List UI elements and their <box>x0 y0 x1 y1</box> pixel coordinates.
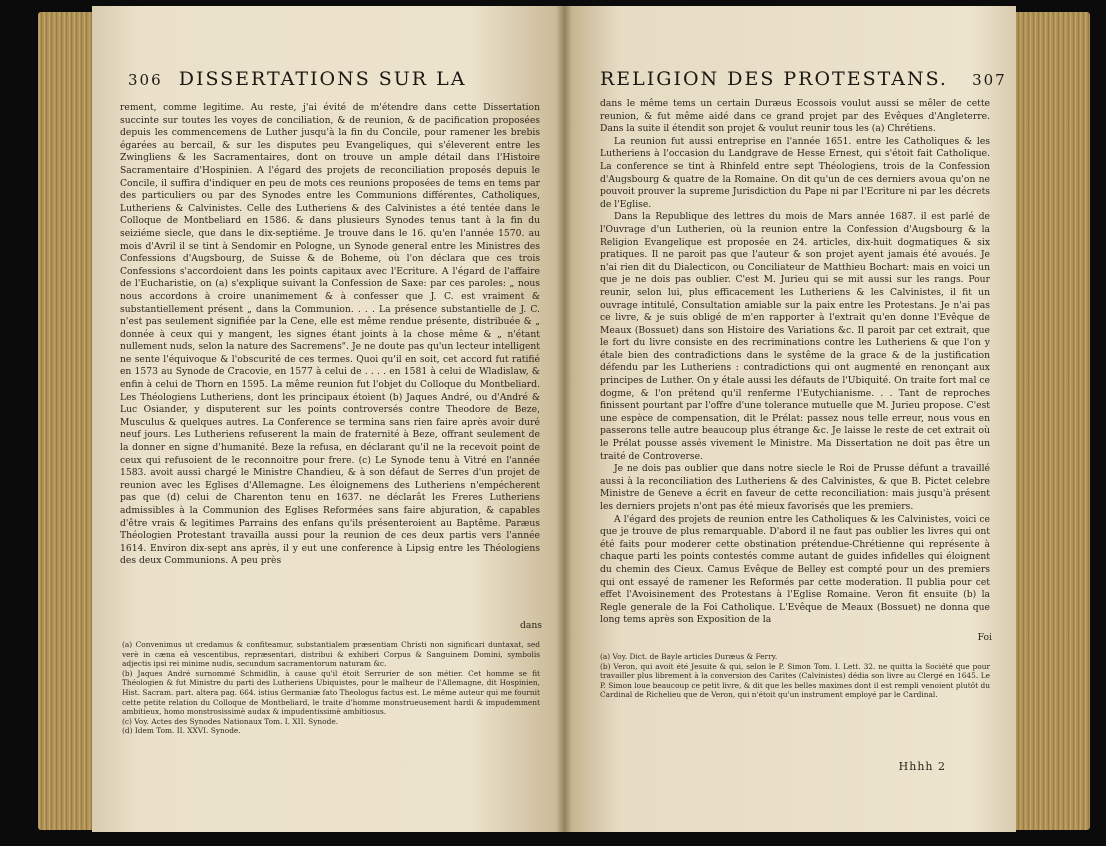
left-running-header <box>128 68 466 90</box>
left-footnotes <box>122 640 540 736</box>
left-body-text <box>120 102 540 568</box>
right-paragraph: La reunion fut aussi entreprise en l'année 1651. entre les Catholiques & les Lutheriens à l'occasion du Landgrave de Hesse Ernest, qui s'étoit fait Catholique. La conference se tint à Rhinfeld entre sept Théologiens, trois de la Confession d'Augsbourg & quatre de la Romaine. On dit qu'un de ces derniers avoua qu'on ne pouvoit prouver la supreme Jurisdiction du Pape ni par l'Ecriture ni par les décrets de l'Eglise. <box>600 135 990 210</box>
left-footnote: (d) Idem Tom. II. XXVI. Synode. <box>122 726 241 736</box>
left-footnote: (b) Jaques André surnommé Schmidlin, à cause qu'il étoit Serrurier de son métier. Cet homme se fit Théologien & fut Ministre du parti des Lutheriens Ubiquistes, pour le malheur de l'Allemagne, dit Hospinien, Hist. Sacram. part. altera pag. 664. istius Germaniæ fato Theologus factus est. Le même auteur qui me fournit cette petite relation du Colloque de Montbeliard, le traite d'homme monstrueusement hardi & impudemment ambitieux, homo monstrosissimè audax & impudentissimè ambitiosus. <box>122 668 540 717</box>
right-footnotes <box>600 652 990 700</box>
left-page-number: 306 <box>128 71 163 89</box>
left-catchword: dans <box>520 620 542 631</box>
right-header-title: RELIGION DES PROTESTANS. <box>600 68 948 90</box>
right-footnote: (a) Voy. Dict. de Bayle articles Duræus & Ferry. <box>600 652 778 661</box>
right-running-header <box>600 68 1007 90</box>
right-page-edges <box>1012 12 1090 830</box>
right-footnote: (b) Veron, qui avoit été Jesuite & qui, selon le P. Simon Tom. I. Lett. 32. ne quitta la Société que pour travailler plus librement à la conversion des Carites (Calvinistes) dédia son livre au Clergé en 1645. Le P. Simon loue beaucoup ce petit livre, & dit que les belles maximes dont il est rempli venoient plutôt du Cardinal de Richelieu que de Veron, qui n'étoit qu'un instrument employé par le Cardinal. <box>600 661 990 700</box>
signature-mark: Hhhh 2 <box>898 760 946 773</box>
right-body-text <box>600 98 990 627</box>
right-paragraph: A l'égard des projets de reunion entre les Catholiques & les Calvinistes, voici ce que je trouve de plus remarquable. D'abord il ne faut pas oublier les livres qui ont été faits pour moderer cette obstination prétendue-Chrétienne qui représente à chaque parti les points contestés comme autant de guides infidelles qui éloignent du chemin des Cieux. Camus Evêque de Belley est compté pour un des premiers qui ont essayé de ramener les Reformés par cette moderation. Il publia pour cet effet l'Avoisinement des Protestans à l'Eglise Romaine. Veron fit ensuite (b) la Regle generale de la Foi Catholique. L'Evêque de Meaux (Bossuet) ne donna que long tems après son Exposition de la <box>600 513 990 626</box>
open-book <box>8 6 1098 834</box>
left-paragraph: rement, comme legitime. Au reste, j'ai évité de m'étendre dans cette Dissertation succinte sur toutes les voyes de conciliation, & de reunion, & de pacification proposées depuis les commencemens de Luther jusqu'à la fin du Concile, pour ramener les brebis égarées au bercail, & sur les disputes peu Evangeliques, qui s'éleverent entre les Zwingliens & les Sacramentaires, dont on trouve un ample détail dans l'Histoire Sacramentaire d'Hospinien. A l'égard des projets de reconciliation proposés depuis le Concile, il suffira d'indiquer en peu de mots ces reunions proposées de tems en tems par des particuliers ou par des Synodes entre les Communions différentes, Catholiques, Lutheriens & Calvinistes. Celle des Lutheriens & des Calvinistes a été tentée dans le Colloque de Montbeliard en 1586. & dans plusieurs Synodes tenus tant à la fin du seiziéme siecle, que dans le dix-septiéme. Je trouve dans le 16. qu'en l'année 1570. au mois d'Avril il se tint à Sendomir en Pologne, un Synode general entre les Ministres des Confessions d'Augsbourg, de Suisse & de Boheme, où l'on déclara que ces trois Confessions s'accordoient dans les points capitaux avec l'Ecriture. A l'égard de l'affaire de l'Eucharistie, on (a) s'explique suivant la Confession de Saxe: par ces paroles: „ nous nous accordons à croire unanimement & à confesser que J. C. est vraiment & substantiellement présent „ dans la Communion. . . . La présence substantielle de J. C. n'est pas seulement signifiée par la Cene, elle est même rendue présente, distribuée & „ donnée à ceux qui y mangent, les signes étant joints à la chose même & „ n'étant nullement nuds, selon la nature des Sacremens". Je ne doute pas qu'un lecteur intelligent ne sente l'équivoque & l'obscurité de ces termes. Quoi qu'il en soit, cet accord fut ratifié en 1573 au Synode de Cracovie, en 1577 à celui de . . . . en 1581 à celui de Wladislaw, & enfin à celui de Thorn en 1595. La même reunion fut l'objet du Colloque du Montbeliard. Les Théologiens Lutheriens, dont les principaux étoient (b) Jaques André, ou d'André & Luc Osiander, y disputerent sur les points controversés contre Theodore de Beze, Musculus & quelques autres. La Conference se termina sans rien faire après avoir duré neuf jours. Les Lutheriens refuserent la main de fraternité à Beze, offrant seulement de la donner en signe d'humanité. Beze la refusa, en déclarant qu'il ne la recevoit point de ceux qui refusoient de le reconnoitre pour frere. (c) Le Synode tenu à Vitré en l'année 1583. avoit aussi chargé le Ministre Chandieu, & à son défaut de Serres d'un projet de reunion avec les Eglises d'Allemagne. Les éloignemens des Lutheriens n'empécherent pas que (d) celui de Charenton tenu en 1637. ne déclarât les Freres Lutheriens admissibles à la Communion des Eglises Reformées sans faire abjuration, & capables d'être vrais & legitimes Parrains des enfans qu'ils présenteroient au Baptême. Paræus Théologien Protestant travailla aussi pour la reunion de ces deux partis vers l'année 1614. Environ dix-sept ans après, il y eut une conference à Lipsig entre les Théologiens des deux Communions. A peu près <box>120 102 540 567</box>
left-footnote: (a) Convenimus ut credamus & confiteamur, substantialem præsentiam Christi non significari duntaxat, sed verè in cæna eâ vescentibus, repræsentari, distribui & exhiberi Corpus & Sanguinem Domini, symbolis adjectis ipsi rei minime nudis, secundum sacramentorum naturam &c. <box>122 640 540 669</box>
book-gutter <box>556 6 572 832</box>
right-paragraph: Je ne dois pas oublier que dans notre siecle le Roi de Prusse défunt a travaillé aussi à la reconciliation des Lutheriens & des Calvinistes, & que B. Pictet celebre Ministre de Geneve a écrit en faveur de cette reconciliation: mais jusqu'à présent les derniers projets n'ont pas été mieux favorisés que les premiers. <box>600 463 990 512</box>
left-footnote: (c) Voy. Actes des Synodes Nationaux Tom. I. XII. Synode. <box>122 716 339 726</box>
right-page <box>564 6 1016 832</box>
right-page-number: 307 <box>972 71 1007 89</box>
right-paragraph: Dans la Republique des lettres du mois de Mars année 1687. il est parlé de l'Ouvrage d'un Lutherien, où la reunion entre la Confession d'Augsbourg & la Religion Evangelique est proposée en 24. articles, dix-huit dogmatiques & six pratiques. Il ne paroit pas que l'auteur & son projet ayent jamais été avoués. Je n'ai rien dit du Dialecticon, ou Conciliateur de Matthieu Bochart: mais en voici un que je ne dois pas oublier. C'est M. Jurieu qui se mit aussi sur les rangs. Pour reunir, selon lui, plus efficacement les Lutheriens & les Calvinistes, il fit un ouvrage intitulé, Consultation amiable sur la paix entre les Protestans. Je n'ai pas ce livre, & je suis obligé de m'en rapporter à l'extrait qu'en donne l'Evêque de Meaux (Bossuet) dans son Histoire des Variations &c. Il paroit par cet extrait, que le fort du livre consiste en des recriminations contre les Lutheriens & que l'on y étale bien des contradictions dans le systême de la grace & de la justification défendu par les Lutheriens : contradictions qui ont augmenté en renonçant aux principes de Luther. On y étale aussi les défauts de l'Ubiquité. On traite fort mal ce dogme, & l'on prétend qu'il renferme l'Eutychianisme. . . Tant de reproches finissent pourtant par l'offre d'une tolerance mutuelle que M. Jurieu propose. C'est une espèce de compensation, dit le Prélat: passez nous telle erreur, nous vous en passerons telle autre beaucoup plus étrange &c. Je laisse le reste de cet extrait où le Prélat pousse assés vivement le Ministre. Ma Dissertation ne doit pas être un traité de Controverse. <box>600 211 990 462</box>
left-header-title: DISSERTATIONS SUR LA <box>178 68 467 90</box>
left-page <box>92 6 564 832</box>
right-catchword: Foi <box>977 632 992 643</box>
right-paragraph: dans le même tems un certain Duræus Ecossois voulut aussi se mêler de cette reunion, & fut même aidé dans ce grand projet par des Evêques d'Angleterre. Dans la suite il étendit son projet & voulut reunir tous les (a) Chrétiens. <box>600 98 990 135</box>
